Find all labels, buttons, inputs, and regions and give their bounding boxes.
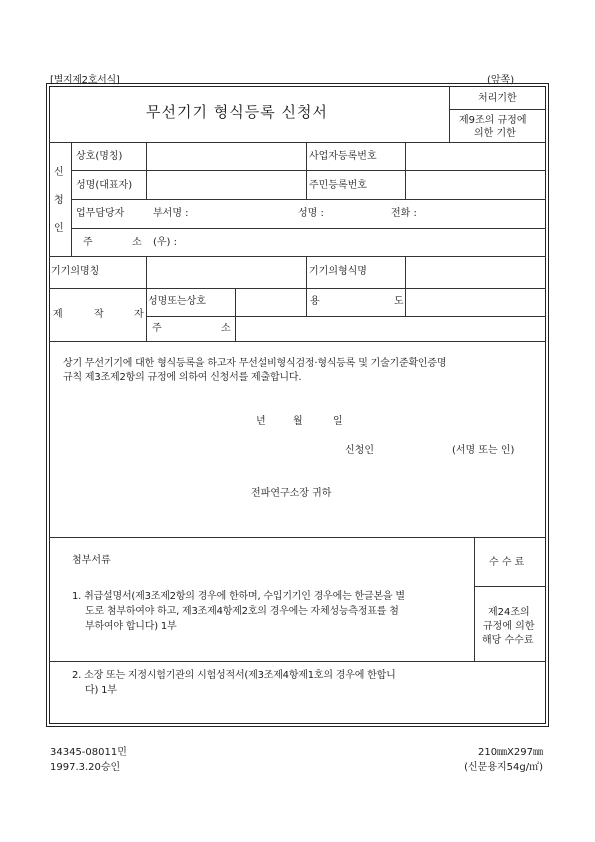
fee-value: 제24조의 xyxy=(488,607,530,618)
fee-label: 수 수 료 xyxy=(489,557,525,568)
use-label: 용 xyxy=(310,296,320,307)
device-model-label: 기기의형식명 xyxy=(309,266,367,277)
device-model-field[interactable] xyxy=(406,259,545,286)
resident-reg-field[interactable] xyxy=(406,174,545,196)
manufacturer-char: 제 xyxy=(53,309,63,320)
manufacturer-char: 작 xyxy=(94,309,104,320)
processing-value-2: 의한 기한 xyxy=(474,128,516,139)
applicant-char: 신 xyxy=(54,167,64,178)
page-side: (앞쪽) xyxy=(487,75,515,86)
attachment-item-1-cont: 부하여야 합니다) 1부 xyxy=(85,621,177,632)
approval-date: 1997.3.20승인 xyxy=(50,762,121,773)
attachment-item-1: 1. 취급설명서(제3조제2항의 경우에 한하며, 수입기기인 경우에는 한글본을 별 xyxy=(72,591,405,602)
month-label: 월 xyxy=(293,416,303,427)
attachments-label: 첨부서류 xyxy=(72,555,111,566)
processing-value: 제9조의 규정에 xyxy=(459,115,527,126)
footer-right xyxy=(433,745,543,775)
business-reg-field[interactable] xyxy=(406,146,545,168)
trade-name-field[interactable] xyxy=(147,146,305,168)
representative-label: 성명(대표자) xyxy=(76,180,133,191)
processing-label: 처리기한 xyxy=(478,93,517,104)
address-label: 주 xyxy=(83,237,93,248)
device-name-label: 기기의명칭 xyxy=(51,266,100,277)
zip-label: (우) : xyxy=(153,237,178,248)
statement-line: 상기 무선기기에 대한 형식등록을 하고자 무선설비형식검정·형식등록 및 기술기준확인증명 xyxy=(63,358,447,369)
use-field[interactable] xyxy=(406,291,545,314)
form-title: 무선기기 형식등록 신청서 xyxy=(146,103,328,121)
paper-size: 210㎜X297㎜ xyxy=(477,747,543,758)
business-reg-label: 사업자등록번호 xyxy=(309,151,377,162)
trade-name-label: 상호(명칭) xyxy=(76,151,123,162)
manufacturer-char: 자 xyxy=(134,309,144,320)
recipient: 전파연구소장 귀하 xyxy=(251,488,332,499)
fee-value: 규정에 의한 xyxy=(483,621,535,632)
year-label: 년 xyxy=(256,416,266,427)
form-code: 34345-08011민 xyxy=(50,747,127,758)
phone-label: 전화 : xyxy=(391,208,417,219)
dept-label: 부서명 : xyxy=(153,208,189,219)
applicant-char: 청 xyxy=(54,195,64,206)
applicant-sign-label: 신청인 xyxy=(345,445,374,456)
use-label: 도 xyxy=(394,296,404,307)
device-name-field[interactable] xyxy=(147,259,305,286)
manufacturer-address-field[interactable] xyxy=(236,318,545,339)
footer-left xyxy=(50,745,127,775)
manufacturer-name-label: 성명또는상호 xyxy=(148,296,206,307)
signature-placeholder: (서명 또는 인) xyxy=(452,445,515,456)
resident-reg-label: 주민등록번호 xyxy=(309,180,367,191)
representative-field[interactable] xyxy=(147,174,305,196)
paper-type: (신문용지54g/㎡) xyxy=(464,762,543,773)
day-label: 일 xyxy=(333,416,343,427)
fee-value: 해당 수수료 xyxy=(482,635,534,646)
manufacturer-address-label: 소 xyxy=(221,323,231,334)
attachment-item-2-cont: 다) 1부 xyxy=(85,685,117,696)
manufacturer-address-label: 주 xyxy=(152,323,162,334)
contact-label: 업무담당자 xyxy=(76,208,125,219)
attachment-item-2: 2. 소장 또는 지정시험기관의 시험성적서(제3조제4항제1호의 경우에 한합니 xyxy=(72,670,396,681)
address-label: 소 xyxy=(132,237,142,248)
statement-line: 규칙 제3조제2항의 규정에 의하여 신청서를 제출합니다. xyxy=(63,372,302,383)
manufacturer-name-field[interactable] xyxy=(236,291,305,314)
applicant-char: 인 xyxy=(54,223,64,234)
attachment-item-1-cont: 도로 첨부하여야 하고, 제3조제4항제2호의 경우에는 자체성능측정표를 첨 xyxy=(85,606,399,617)
form-number: [별지제2호서식] xyxy=(50,75,120,86)
contact-name-label: 성명 : xyxy=(298,208,324,219)
